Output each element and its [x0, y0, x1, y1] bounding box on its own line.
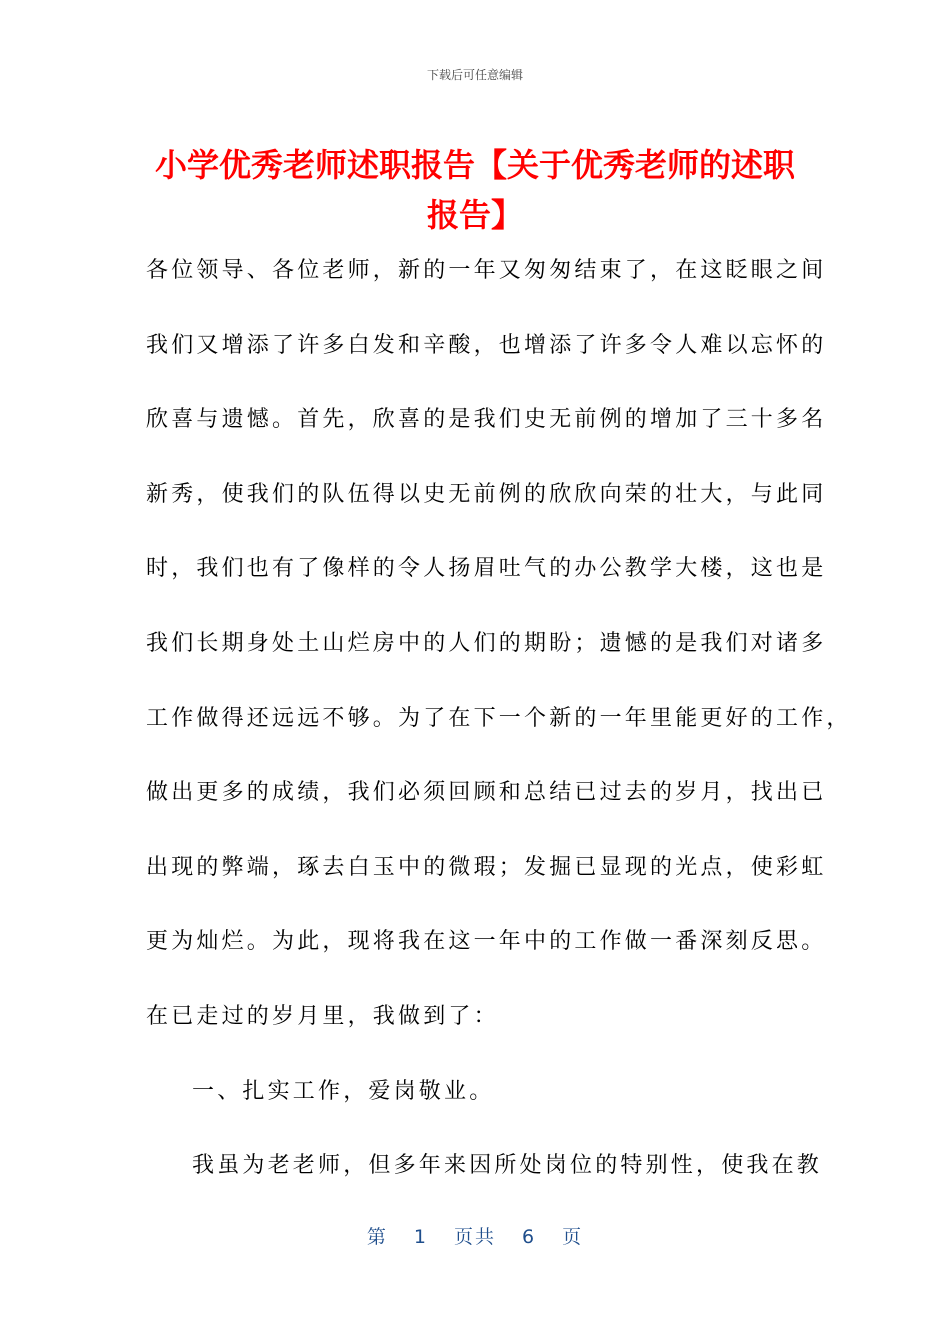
- footer-middle: 页共: [453, 1226, 496, 1248]
- header-note: 下载后可任意编辑: [426, 68, 523, 82]
- document-title: 小学优秀老师述职报告【关于优秀老师的述职报告】: [154, 146, 795, 234]
- section-heading: 一、扎实工作，爱岗敬业。: [192, 1078, 495, 1104]
- body-line: 我们又增添了许多白发和辛酸，也增添了许多令人难以忘怀的: [146, 332, 827, 358]
- body-line: 工作做得还远远不够。为了在下一个新的一年里能更好的工作，: [146, 705, 852, 731]
- body-line: 出现的弊端，琢去白玉中的微瑕；发掘已显现的光点，使彩虹: [146, 854, 827, 880]
- page-footer: [0, 1222, 950, 1249]
- body-line: 做出更多的成绩，我们必须回顾和总结已过去的岁月，找出已: [146, 780, 827, 806]
- page-number: 1: [413, 1226, 428, 1248]
- body-line: 我虽为老老师，但多年来因所处岗位的特别性，使我在教: [192, 1153, 823, 1179]
- body-line: 更为灿烂。为此，现将我在这一年中的工作做一番深刻反思。: [146, 929, 827, 955]
- body-line: 各位领导、各位老师，新的一年又匆匆结束了，在这眨眼之间: [146, 258, 827, 283]
- footer-prefix: 第: [366, 1226, 388, 1248]
- body-line: 我们长期身处土山烂房中的人们的期盼；遗憾的是我们对诸多: [146, 630, 827, 656]
- page-total: 6: [522, 1226, 537, 1248]
- body-line: 在已走过的岁月里，我做到了：: [146, 1003, 499, 1029]
- body-line: 新秀，使我们的队伍得以史无前例的欣欣向荣的壮大，与此同: [146, 481, 827, 507]
- body-line: 时，我们也有了像样的令人扬眉吐气的办公教学大楼，这也是: [146, 556, 827, 582]
- document-body: [146, 234, 852, 1204]
- body-line: 欣喜与遗憾。首先，欣喜的是我们史无前例的增加了三十多名: [146, 407, 827, 433]
- footer-suffix: 页: [562, 1226, 584, 1248]
